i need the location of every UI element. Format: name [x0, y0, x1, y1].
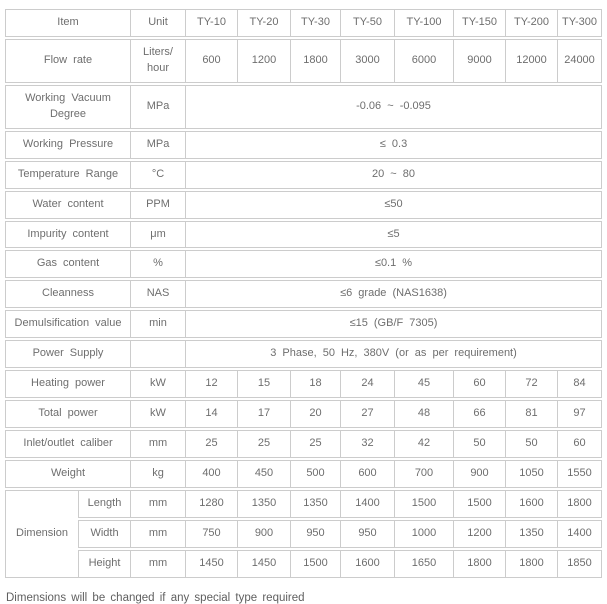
table-row: [5, 550, 602, 578]
value-cell: 25: [290, 430, 340, 458]
value-cell: 84: [557, 370, 602, 398]
spec-table-body: [5, 39, 602, 578]
value-cell: 15: [237, 370, 290, 398]
value-cell: 20: [290, 400, 340, 428]
column-header: Item: [5, 9, 130, 37]
merged-value-cell: 3 Phase, 50 Hz, 380V (or as per requirement): [185, 340, 602, 368]
item-cell: Impurity content: [5, 221, 130, 249]
value-cell: 1600: [340, 550, 394, 578]
column-header: TY-30: [290, 9, 340, 37]
item-cell: Temperature Range: [5, 161, 130, 189]
value-cell: 48: [394, 400, 453, 428]
value-cell: 17: [237, 400, 290, 428]
unit-cell: kg: [130, 460, 185, 488]
column-header: TY-150: [453, 9, 505, 37]
item-cell: Working Vacuum Degree: [5, 85, 130, 129]
unit-cell: mm: [130, 520, 185, 548]
table-row: [5, 280, 602, 308]
footnote-text: Dimensions will be changed if any special type required: [6, 591, 305, 604]
value-cell: 750: [185, 520, 237, 548]
item-cell: Heating power: [5, 370, 130, 398]
table-row: [5, 430, 602, 458]
value-cell: 1800: [290, 39, 340, 83]
value-cell: 700: [394, 460, 453, 488]
column-header: TY-300: [557, 9, 602, 37]
value-cell: 12000: [505, 39, 557, 83]
value-cell: 50: [453, 430, 505, 458]
value-cell: 1000: [394, 520, 453, 548]
value-cell: 900: [237, 520, 290, 548]
merged-value-cell: ≤15 (GB/F 7305): [185, 310, 602, 338]
table-row: [5, 191, 602, 219]
merged-value-cell: 20 ~ 80: [185, 161, 602, 189]
header-row: [5, 9, 602, 37]
value-cell: 1400: [557, 520, 602, 548]
item-cell: Total power: [5, 400, 130, 428]
value-cell: 72: [505, 370, 557, 398]
table-row: [5, 131, 602, 159]
value-cell: 14: [185, 400, 237, 428]
column-header: Unit: [130, 9, 185, 37]
value-cell: 1800: [453, 550, 505, 578]
value-cell: 6000: [394, 39, 453, 83]
value-cell: 1650: [394, 550, 453, 578]
spec-table-head: [5, 9, 602, 37]
value-cell: 1500: [453, 490, 505, 518]
value-cell: 1500: [394, 490, 453, 518]
value-cell: 1800: [557, 490, 602, 518]
value-cell: 3000: [340, 39, 394, 83]
value-cell: 1450: [237, 550, 290, 578]
item-cell: Demulsification value: [5, 310, 130, 338]
value-cell: 1200: [237, 39, 290, 83]
table-row: [5, 370, 602, 398]
unit-cell: mm: [130, 550, 185, 578]
unit-cell: °C: [130, 161, 185, 189]
column-header: TY-200: [505, 9, 557, 37]
table-row: [5, 85, 602, 129]
value-cell: 1200: [453, 520, 505, 548]
table-row: [5, 221, 602, 249]
table-row: [5, 460, 602, 488]
value-cell: 1600: [505, 490, 557, 518]
value-cell: 60: [557, 430, 602, 458]
value-cell: 81: [505, 400, 557, 428]
value-cell: 25: [185, 430, 237, 458]
merged-value-cell: ≤5: [185, 221, 602, 249]
value-cell: 1500: [290, 550, 340, 578]
value-cell: 25: [237, 430, 290, 458]
unit-cell: PPM: [130, 191, 185, 219]
value-cell: 97: [557, 400, 602, 428]
table-row: [5, 161, 602, 189]
item-cell: Water content: [5, 191, 130, 219]
value-cell: 500: [290, 460, 340, 488]
value-cell: 18: [290, 370, 340, 398]
value-cell: 400: [185, 460, 237, 488]
merged-value-cell: ≤50: [185, 191, 602, 219]
item-cell: Working Pressure: [5, 131, 130, 159]
value-cell: 1350: [237, 490, 290, 518]
table-row: [5, 39, 602, 83]
merged-value-cell: ≤0.1 %: [185, 250, 602, 278]
unit-cell: Liters/ hour: [130, 39, 185, 83]
value-cell: 27: [340, 400, 394, 428]
value-cell: 900: [453, 460, 505, 488]
item-cell: Cleanness: [5, 280, 130, 308]
item-cell: Weight: [5, 460, 130, 488]
value-cell: 12: [185, 370, 237, 398]
dimension-sub-label-cell: Height: [78, 550, 130, 578]
value-cell: 1350: [505, 520, 557, 548]
column-header: TY-20: [237, 9, 290, 37]
value-cell: 9000: [453, 39, 505, 83]
dimension-group-cell: Dimension: [5, 490, 78, 578]
unit-cell: kW: [130, 400, 185, 428]
merged-value-cell: -0.06 ~ -0.095: [185, 85, 602, 129]
table-row: [5, 400, 602, 428]
value-cell: 450: [237, 460, 290, 488]
item-cell: Power Supply: [5, 340, 130, 368]
table-row: [5, 250, 602, 278]
value-cell: 1800: [505, 550, 557, 578]
value-cell: 1550: [557, 460, 602, 488]
table-row: [5, 340, 602, 368]
unit-cell: MPa: [130, 85, 185, 129]
item-cell: Inlet/outlet caliber: [5, 430, 130, 458]
value-cell: 60: [453, 370, 505, 398]
unit-cell: kW: [130, 370, 185, 398]
value-cell: 1400: [340, 490, 394, 518]
value-cell: 1450: [185, 550, 237, 578]
value-cell: 24000: [557, 39, 602, 83]
value-cell: 24: [340, 370, 394, 398]
merged-value-cell: ≤6 grade (NAS1638): [185, 280, 602, 308]
item-cell: Flow rate: [5, 39, 130, 83]
value-cell: 45: [394, 370, 453, 398]
item-cell: Gas content: [5, 250, 130, 278]
unit-cell: [130, 340, 185, 368]
dimension-sub-label-cell: Length: [78, 490, 130, 518]
value-cell: 1050: [505, 460, 557, 488]
merged-value-cell: ≤ 0.3: [185, 131, 602, 159]
column-header: TY-50: [340, 9, 394, 37]
value-cell: 66: [453, 400, 505, 428]
table-row: [5, 490, 602, 518]
value-cell: 950: [290, 520, 340, 548]
unit-cell: mm: [130, 490, 185, 518]
column-header: TY-100: [394, 9, 453, 37]
column-header: TY-10: [185, 9, 237, 37]
value-cell: 950: [340, 520, 394, 548]
value-cell: 1850: [557, 550, 602, 578]
unit-cell: mm: [130, 430, 185, 458]
value-cell: 42: [394, 430, 453, 458]
unit-cell: %: [130, 250, 185, 278]
spec-table: [5, 7, 602, 580]
unit-cell: min: [130, 310, 185, 338]
table-row: [5, 310, 602, 338]
value-cell: 32: [340, 430, 394, 458]
dimension-sub-label-cell: Width: [78, 520, 130, 548]
unit-cell: μm: [130, 221, 185, 249]
value-cell: 600: [340, 460, 394, 488]
value-cell: 600: [185, 39, 237, 83]
table-row: [5, 520, 602, 548]
unit-cell: NAS: [130, 280, 185, 308]
value-cell: 50: [505, 430, 557, 458]
value-cell: 1350: [290, 490, 340, 518]
unit-cell: MPa: [130, 131, 185, 159]
value-cell: 1280: [185, 490, 237, 518]
